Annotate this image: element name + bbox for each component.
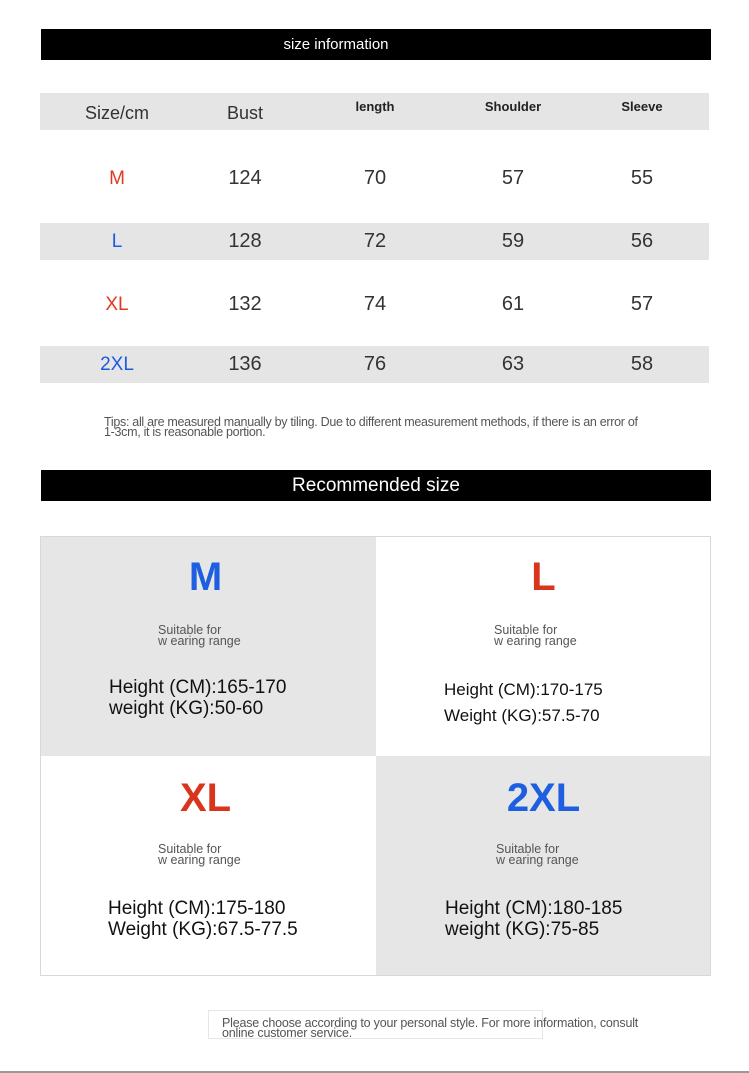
height-range: Height (CM):170-175 (444, 680, 603, 699)
size-information-title: size information (283, 36, 389, 53)
card-measurements (444, 677, 603, 729)
card-measurements (108, 898, 298, 940)
card-size-label: M (188, 555, 223, 599)
recommend-card-2xl (376, 756, 711, 975)
table-row (40, 160, 709, 197)
shoulder-value: 59 (501, 230, 525, 252)
wearing-range-text: w earing range (496, 853, 579, 867)
card-measurements (109, 677, 286, 719)
sleeve-value: 56 (630, 230, 654, 252)
header-sleeve: Sleeve (621, 99, 663, 114)
header-bust: Bust (226, 103, 264, 123)
weight-range: weight (KG):75-85 (445, 919, 600, 940)
suitable-for-text: Suitable for (158, 623, 222, 637)
suitable-range-note (158, 844, 241, 866)
bust-value: 132 (228, 293, 262, 315)
footer-line-1: Please choose according to your personal style. For more information, consult (222, 1016, 639, 1030)
length-value: 72 (363, 230, 387, 252)
size-label: L (111, 230, 123, 252)
size-information-banner (41, 29, 711, 60)
card-size-label: XL (179, 776, 232, 820)
header-shoulder: Shoulder (484, 99, 542, 114)
header-length: length (355, 99, 395, 114)
tips-line-1: Tips: all are measured manually by tiling. Due to different measurement methods, if there is an error of (104, 415, 638, 429)
tips-line-2: 1-3cm, it is reasonable portion. (104, 425, 266, 439)
suitable-for-text: Suitable for (496, 842, 560, 856)
recommended-size-banner (41, 470, 711, 501)
table-row (40, 286, 709, 323)
height-range: Height (CM):175-180 (108, 898, 286, 919)
height-range: Height (CM):180-185 (445, 898, 623, 919)
table-row (40, 346, 709, 383)
suitable-for-text: Suitable for (494, 623, 558, 637)
suitable-range-note (158, 625, 241, 647)
height-range: Height (CM):165-170 (109, 677, 287, 698)
recommended-size-title: Recommended size (292, 474, 460, 496)
suitable-range-note (496, 844, 579, 866)
weight-range: weight (KG):50-60 (109, 698, 264, 719)
length-value: 74 (363, 293, 387, 315)
size-table-header (40, 93, 709, 130)
recommend-card-xl (41, 756, 376, 975)
recommend-card-m (41, 537, 376, 756)
weight-range: Weight (KG):67.5-77.5 (108, 919, 298, 940)
recommend-card-l (376, 537, 711, 756)
table-row (40, 223, 709, 260)
sleeve-value: 57 (630, 293, 654, 315)
suitable-for-text: Suitable for (158, 842, 222, 856)
footer-line-2: online customer service. (222, 1026, 352, 1040)
size-label: 2XL (100, 353, 134, 375)
card-size-label: L (531, 555, 556, 599)
bust-value: 136 (228, 353, 262, 375)
sleeve-value: 55 (630, 167, 654, 189)
sleeve-value: 58 (630, 353, 654, 375)
card-measurements (445, 898, 622, 940)
wearing-range-text: w earing range (158, 634, 241, 648)
bust-value: 124 (228, 167, 262, 189)
wearing-range-text: w earing range (494, 634, 577, 648)
size-label: M (109, 167, 125, 189)
measurement-tips (104, 417, 724, 437)
header-size: Size/cm (84, 103, 149, 123)
shoulder-value: 61 (501, 293, 525, 315)
card-size-label: 2XL (506, 776, 581, 820)
length-value: 70 (363, 167, 387, 189)
size-label: XL (105, 293, 129, 315)
bust-value: 128 (228, 230, 262, 252)
weight-range: Weight (KG):57.5-70 (444, 706, 600, 725)
footer-note (222, 1018, 712, 1038)
length-value: 76 (363, 353, 387, 375)
wearing-range-text: w earing range (158, 853, 241, 867)
shoulder-value: 63 (501, 353, 525, 375)
suitable-range-note (494, 625, 577, 647)
shoulder-value: 57 (501, 167, 525, 189)
